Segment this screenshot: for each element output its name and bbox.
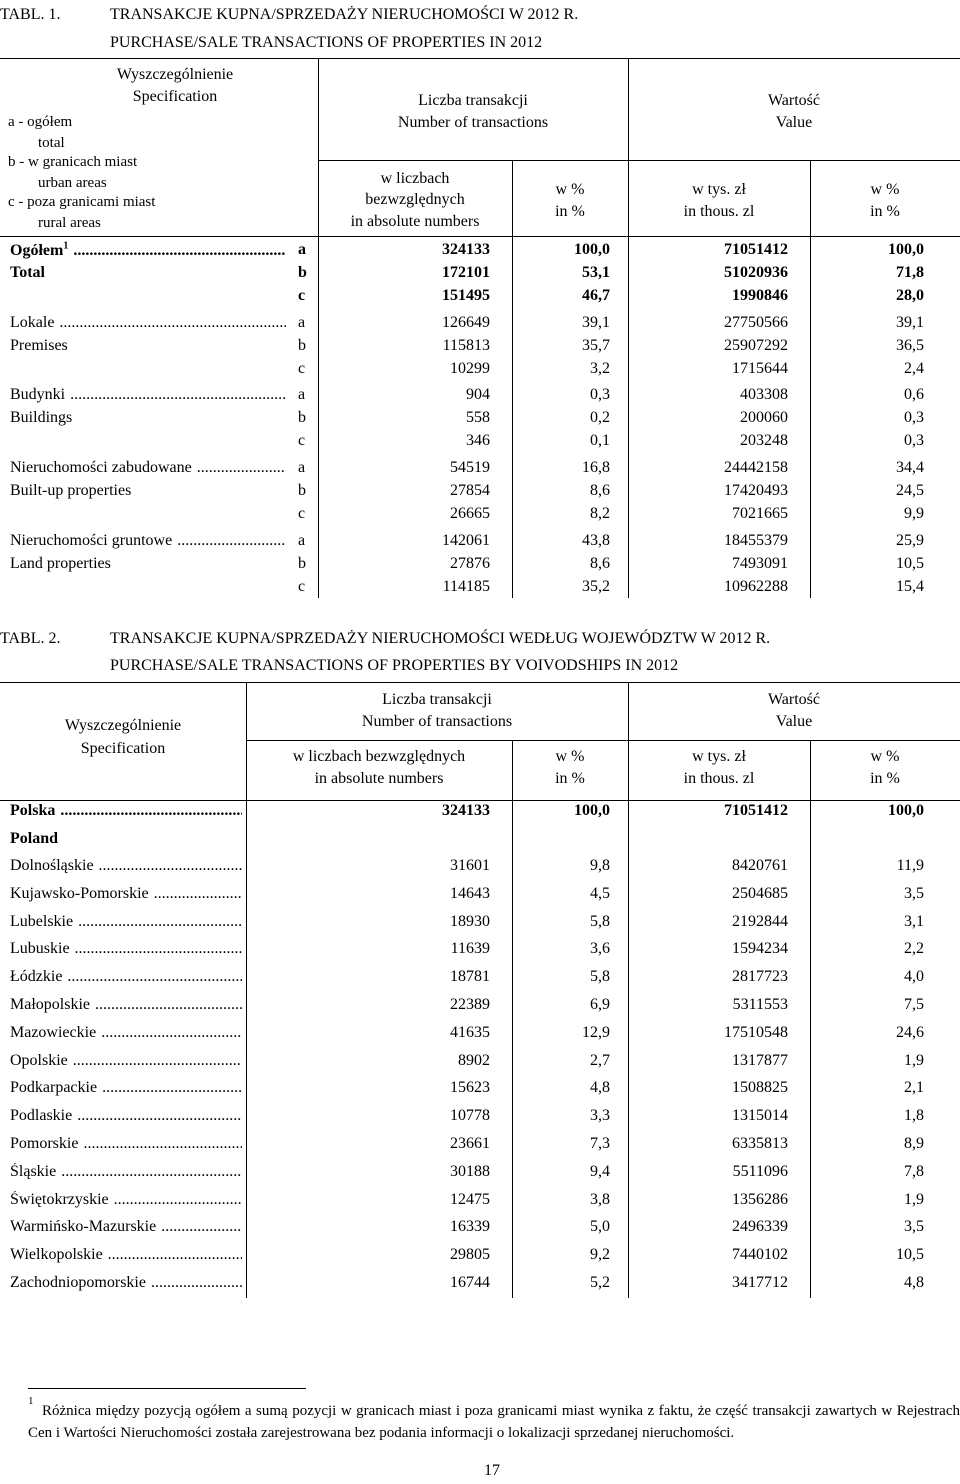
table1-cell-count: 26665 [450,505,490,522]
table1-row-code: b [298,482,306,499]
table1-cell-count: 27854 [450,482,490,499]
table2-stub-head-en: Specification [80,740,166,757]
table2-row-label-text: Pomorskie [10,1135,79,1152]
table1-cell-count: 54519 [450,459,490,476]
table2-abs-head-pl: w liczbach bezwzględnych [292,748,466,765]
table2-vpct-head-pl: w % [870,748,900,765]
table1-row-label [10,532,286,550]
table2-cell-pct: 5,0 [590,1218,610,1235]
table2-cell-pct: 5,8 [590,968,610,985]
table1-title-en: PURCHASE/SALE TRANSACTIONS OF PROPERTIES IN 2012 [110,34,543,51]
table1-cell-value: 71051412 [724,241,788,258]
table2-cell-value: 3417712 [732,1274,788,1291]
table2-count-head-pl: Liczba transakcji [382,691,492,708]
table2-cell-vpct: 1,9 [904,1052,924,1069]
table1-top-rule [0,58,960,59]
table1-row-code: c [298,432,306,449]
table2-cell-vpct: 7,8 [904,1163,924,1180]
table1-cell-vpct: 36,5 [896,337,924,354]
table1-ths-head-pl: w tys. zł [692,181,746,198]
table2-row-label-text: Łódzkie [10,968,63,985]
table1-title-pl: TRANSAKCJE KUPNA/SPRZEDAŻY NIERUCHOMOŚCI W 2012 R. [110,6,579,23]
table1-cell-count: 172101 [442,264,490,281]
table2-row-label-text: Wielkopolskie [10,1246,103,1263]
table1-cell-value: 1715644 [732,360,788,377]
table2-cell-vpct: 7,5 [904,996,924,1013]
table1-cell-value: 7493091 [732,555,788,572]
table2-row-label [10,1246,242,1264]
table1-row-code: c [298,505,306,522]
footnote-mark: 1 [28,1395,34,1407]
table2-title-en: PURCHASE/SALE TRANSACTIONS OF PROPERTIES BY VOIVODSHIPS IN 2012 [110,657,679,674]
table2-row-label-text: Lubelskie [10,913,74,930]
table1-cell-count: 346 [466,432,490,449]
table1-row-label-text: Nieruchomości zabudowane [10,459,192,476]
table1-cell-vpct: 9,9 [904,505,924,522]
table2-cell-pct: 3,6 [590,940,610,957]
table1-cell-vpct: 25,9 [896,532,924,549]
table2-cell-count: 18930 [450,913,490,930]
table2-value-head-en: Value [775,713,813,730]
table2-cell-pct: 9,2 [590,1246,610,1263]
table2-cell-value: 2496339 [732,1218,788,1235]
table1-cell-vpct: 0,3 [904,409,924,426]
table2-cell-pct: 4,5 [590,885,610,902]
table2-cell-vpct: 10,5 [896,1246,924,1263]
table2-cell-count: 18781 [450,968,490,985]
table2-row-label [10,1135,242,1153]
table1-pct-head-en: in % [555,203,585,220]
table1-cell-pct: 43,8 [582,532,610,549]
table2-cell-vpct: 4,0 [904,968,924,985]
table1-cell-value: 200060 [740,409,788,426]
table2-cell-vpct: 4,8 [904,1274,924,1291]
table1-cell-pct: 16,8 [582,459,610,476]
table1-row-label-en: Land properties [10,555,111,572]
table2-cell-vpct: 3,1 [904,913,924,930]
table1-cell-value: 51020936 [724,264,788,281]
table1-row-label-en: Built-up properties [10,482,132,499]
table1-cell-pct: 53,1 [582,264,610,281]
table1-cell-count: 324133 [442,241,490,258]
table2-cell-value: 2504685 [732,885,788,902]
table2-cell-count: 324133 [442,802,490,819]
table1-header-rule [0,236,960,237]
table1-cell-vpct: 24,5 [896,482,924,499]
table1-cell-count: 151495 [442,287,490,304]
table2-row-label [10,1079,242,1097]
table2-cell-count: 8902 [458,1052,490,1069]
table2-cell-pct: 100,0 [574,802,610,819]
table1-count-head-en: Number of transactions [397,114,549,131]
table1-cell-pct: 100,0 [574,241,610,258]
table2-cell-value: 71051412 [724,802,788,819]
table1-cell-vpct: 34,4 [896,459,924,476]
table1-abs-head-pl1: w liczbach [380,170,450,187]
table2-cell-value: 6335813 [732,1135,788,1152]
table2-row-label-text: Świętokrzyskie [10,1191,109,1208]
table1-row-code: a [298,459,306,476]
table1-row-label-text: Lokale [10,314,55,331]
table2-cell-pct: 9,4 [590,1163,610,1180]
table1-cell-pct: 35,2 [582,578,610,595]
table1-vpct-head-pl: w % [870,181,900,198]
table2-abs-head-en: in absolute numbers [314,770,444,787]
table1-cell-vpct: 71,8 [896,264,924,281]
table2-row-label-text: Polska [10,802,56,819]
table1-row-label-text: Budynki [10,386,66,403]
table2-cell-vpct: 3,5 [904,1218,924,1235]
table2-row-label [10,913,242,931]
table1-abs-head-pl2: bezwzględnych [365,191,465,208]
table1-cell-value: 10962288 [724,578,788,595]
table2-cell-count: 29805 [450,1246,490,1263]
table2-cell-pct: 9,8 [590,857,610,874]
table1-row-label-en: Buildings [10,409,73,426]
table2-cell-vpct: 1,9 [904,1191,924,1208]
table2-cell-pct: 12,9 [582,1024,610,1041]
table1-cell-pct: 8,6 [590,482,610,499]
table2-cell-pct: 7,3 [590,1135,610,1152]
table1-legend-c-en: rural areas [38,215,101,231]
table2-total-label-en: Poland [10,830,59,847]
table2-cell-value: 1317877 [732,1052,788,1069]
table2-cell-count: 14643 [450,885,490,902]
table2-count-head-en: Number of transactions [361,713,513,730]
table1-cell-value: 24442158 [724,459,788,476]
table2-value-head-pl: Wartość [767,691,821,708]
table2-row-label-text: Kujawsko-Pomorskie [10,885,149,902]
table2-row-label-text: Zachodniopomorskie [10,1274,146,1291]
table1-row-code: b [298,337,306,354]
table1-cell-count: 126649 [442,314,490,331]
table1-cell-value: 17420493 [724,482,788,499]
table2-cell-pct: 3,3 [590,1107,610,1124]
table2-row-label-text: Dolnośląskie [10,857,94,874]
table2-cell-value: 17510548 [724,1024,788,1041]
table2-row-label-text: Warmińsko-Mazurskie [10,1218,157,1235]
table2-cell-value: 1356286 [732,1191,788,1208]
table1-row-label [10,386,286,404]
table1-cell-vpct: 15,4 [896,578,924,595]
table2-cell-count: 12475 [450,1191,490,1208]
table1-value-head-en: Value [775,114,813,131]
table1-cell-vpct: 100,0 [888,241,924,258]
table1-legend-c: c - poza granicami miast [8,194,156,210]
table1-row-label [10,314,286,332]
table1-cell-count: 558 [466,409,490,426]
table2-top-rule [0,682,960,683]
table2-row-label-text: Opolskie [10,1052,68,1069]
table2-cell-count: 41635 [450,1024,490,1041]
table1-row-label-en: Total [10,264,45,281]
table2-title-pl: TRANSAKCJE KUPNA/SPRZEDAŻY NIERUCHOMOŚCI WEDŁUG WOJEWÓDZTW W 2012 R. [110,630,771,647]
table2-row-label-text: Małopolskie [10,996,90,1013]
table1-row-code: c [298,360,306,377]
table2-row-label [10,968,242,986]
table1-cell-count: 27876 [450,555,490,572]
table1-pct-head-pl: w % [555,181,585,198]
table1-row-code: a [298,314,306,331]
table2-cell-value: 2192844 [732,913,788,930]
table2-cell-count: 15623 [450,1079,490,1096]
table2-cell-count: 16744 [450,1274,490,1291]
table1-row-code: a [298,386,306,403]
table2-cell-value: 1594234 [732,940,788,957]
table1-stub-head-en: Specification [132,88,218,105]
table2-stub-head-pl: Wyszczególnienie [64,717,182,734]
table1-cell-value: 7021665 [732,505,788,522]
table2-row-label-text: Podkarpackie [10,1079,98,1096]
table1-mid-rule [318,160,960,161]
table2-cell-vpct: 2,1 [904,1079,924,1096]
table1-row-label [10,459,286,477]
table2-row-label [10,857,242,875]
table1-legend-a-en: total [38,135,65,151]
table2-number: TABL. 2. [0,630,61,647]
table1-cell-vpct: 28,0 [896,287,924,304]
table2-row-label [10,1024,242,1042]
table2-row-label [10,1163,242,1181]
table1-vpct-head-en: in % [870,203,900,220]
page-number: 17 [484,1462,500,1479]
table2-mid-rule [246,740,960,741]
table2-cell-count: 16339 [450,1218,490,1235]
table2-cell-count: 11639 [450,940,490,957]
table2-cell-count: 30188 [450,1163,490,1180]
footnote-text: Różnica między pozycją ogółem a sumą pozycji w granicach miast i poza granicami miast wynika z faktu, że część transakcji zawartych w Rejestrach Cen i Wartości Nieruchomości została zarejestrowana bez podania informacji o lokalizacji sprzedanej nieruchomości. [28,1403,960,1441]
table2-row-label [10,940,242,958]
table1-cell-value: 18455379 [724,532,788,549]
table1-legend-b: b - w granicach miast [8,154,138,170]
table1-cell-value: 203248 [740,432,788,449]
table1-divider [318,58,319,236]
table2-pct-head-pl: w % [555,748,585,765]
table1-legend-a: a - ogółem [8,114,73,130]
table1-cell-vpct: 0,6 [904,386,924,403]
table1-cell-pct: 46,7 [582,287,610,304]
table1-row-code: a [298,532,306,549]
table2-cell-count: 31601 [450,857,490,874]
table2-row-label [10,1218,242,1236]
table2-cell-pct: 3,8 [590,1191,610,1208]
table1-cell-pct: 3,2 [590,360,610,377]
table1-cell-pct: 35,7 [582,337,610,354]
table2-pct-head-en: in % [555,770,585,787]
table2-cell-pct: 5,8 [590,913,610,930]
table1-row-label-text: Ogółem$^1$ [10,241,69,260]
table1-cell-pct: 0,3 [590,386,610,403]
table2-cell-vpct: 24,6 [896,1024,924,1041]
table2-cell-value: 5311553 [732,996,788,1013]
table1-row-code: b [298,264,307,281]
table2-row-label [10,996,242,1014]
table1-cell-value: 27750566 [724,314,788,331]
table2-cell-vpct: 1,8 [904,1107,924,1124]
table2-cell-count: 22389 [450,996,490,1013]
table2-row-label [10,1274,242,1292]
table1-row-code: a [298,241,306,258]
table2-row-label-text: Lubuskie [10,940,70,957]
table2-row-label-text: Śląskie [10,1163,57,1180]
table1-count-head-pl: Liczba transakcji [418,92,528,109]
table1-row-code: b [298,555,306,572]
table1-row-label-en: Premises [10,337,68,354]
table1-cell-pct: 8,6 [590,555,610,572]
table2-cell-value: 8420761 [732,857,788,874]
table1-cell-pct: 8,2 [590,505,610,522]
table1-row-code: c [298,287,306,304]
table2-row-label-text: Mazowieckie [10,1024,97,1041]
table2-row-label [10,1107,242,1125]
table1-cell-value: 1990846 [732,287,788,304]
table1-cell-value: 25907292 [724,337,788,354]
table1-cell-value: 403308 [740,386,788,403]
table1-ths-head-en: in thous. zl [683,203,755,220]
table1-row-code: b [298,409,306,426]
table2-ths-head-en: in thous. zl [683,770,755,787]
table2-cell-vpct: 2,2 [904,940,924,957]
footnote-rule [28,1388,306,1389]
table2-vpct-head-en: in % [870,770,900,787]
table1-cell-vpct: 2,4 [904,360,924,377]
table1-cell-pct: 0,2 [590,409,610,426]
table2-cell-value: 1315014 [732,1107,788,1124]
table1-cell-count: 10299 [450,360,490,377]
footnote-ref: 1 [63,241,69,252]
table2-row-label [10,885,242,903]
table2-cell-count: 23661 [450,1135,490,1152]
table1-cell-count: 115813 [442,337,490,354]
table2-cell-value: 1508825 [732,1079,788,1096]
table2-ths-head-pl: w tys. zł [692,748,746,765]
table2-cell-count: 10778 [450,1107,490,1124]
table1-cell-vpct: 39,1 [896,314,924,331]
table2-header-rule [0,800,960,801]
table1-stub-head-pl: Wyszczególnienie [116,66,234,83]
table1-cell-count: 904 [466,386,490,403]
table2-cell-pct: 4,8 [590,1079,610,1096]
table1-cell-vpct: 10,5 [896,555,924,572]
table2-row-label-text: Podlaskie [10,1107,73,1124]
table1-cell-pct: 0,1 [590,432,610,449]
table2-row-label [10,1052,242,1070]
table2-cell-vpct: 8,9 [904,1135,924,1152]
table1-cell-count: 114185 [442,578,490,595]
table1-abs-head-en: in absolute numbers [350,213,480,230]
table1-row-label [10,241,286,260]
table2-cell-value: 2817723 [732,968,788,985]
table2-cell-value: 5511096 [732,1163,788,1180]
table2-cell-pct: 5,2 [590,1274,610,1291]
table1-row-label-text: Nieruchomości gruntowe [10,532,173,549]
table1-cell-pct: 39,1 [582,314,610,331]
table1-row-code: c [298,578,306,595]
table2-cell-pct: 6,9 [590,996,610,1013]
table2-cell-vpct: 100,0 [888,802,924,819]
table1-legend-b-en: urban areas [38,175,107,191]
table1-number: TABL. 1. [0,6,61,23]
table2-row-label [10,802,242,820]
table1-cell-vpct: 0,3 [904,432,924,449]
table2-cell-vpct: 11,9 [896,857,924,874]
table2-row-label [10,1191,242,1209]
table2-cell-pct: 2,7 [590,1052,610,1069]
table1-cell-count: 142061 [442,532,490,549]
table1-value-head-pl: Wartość [767,92,821,109]
table2-cell-value: 7440102 [732,1246,788,1263]
table2-cell-vpct: 3,5 [904,885,924,902]
